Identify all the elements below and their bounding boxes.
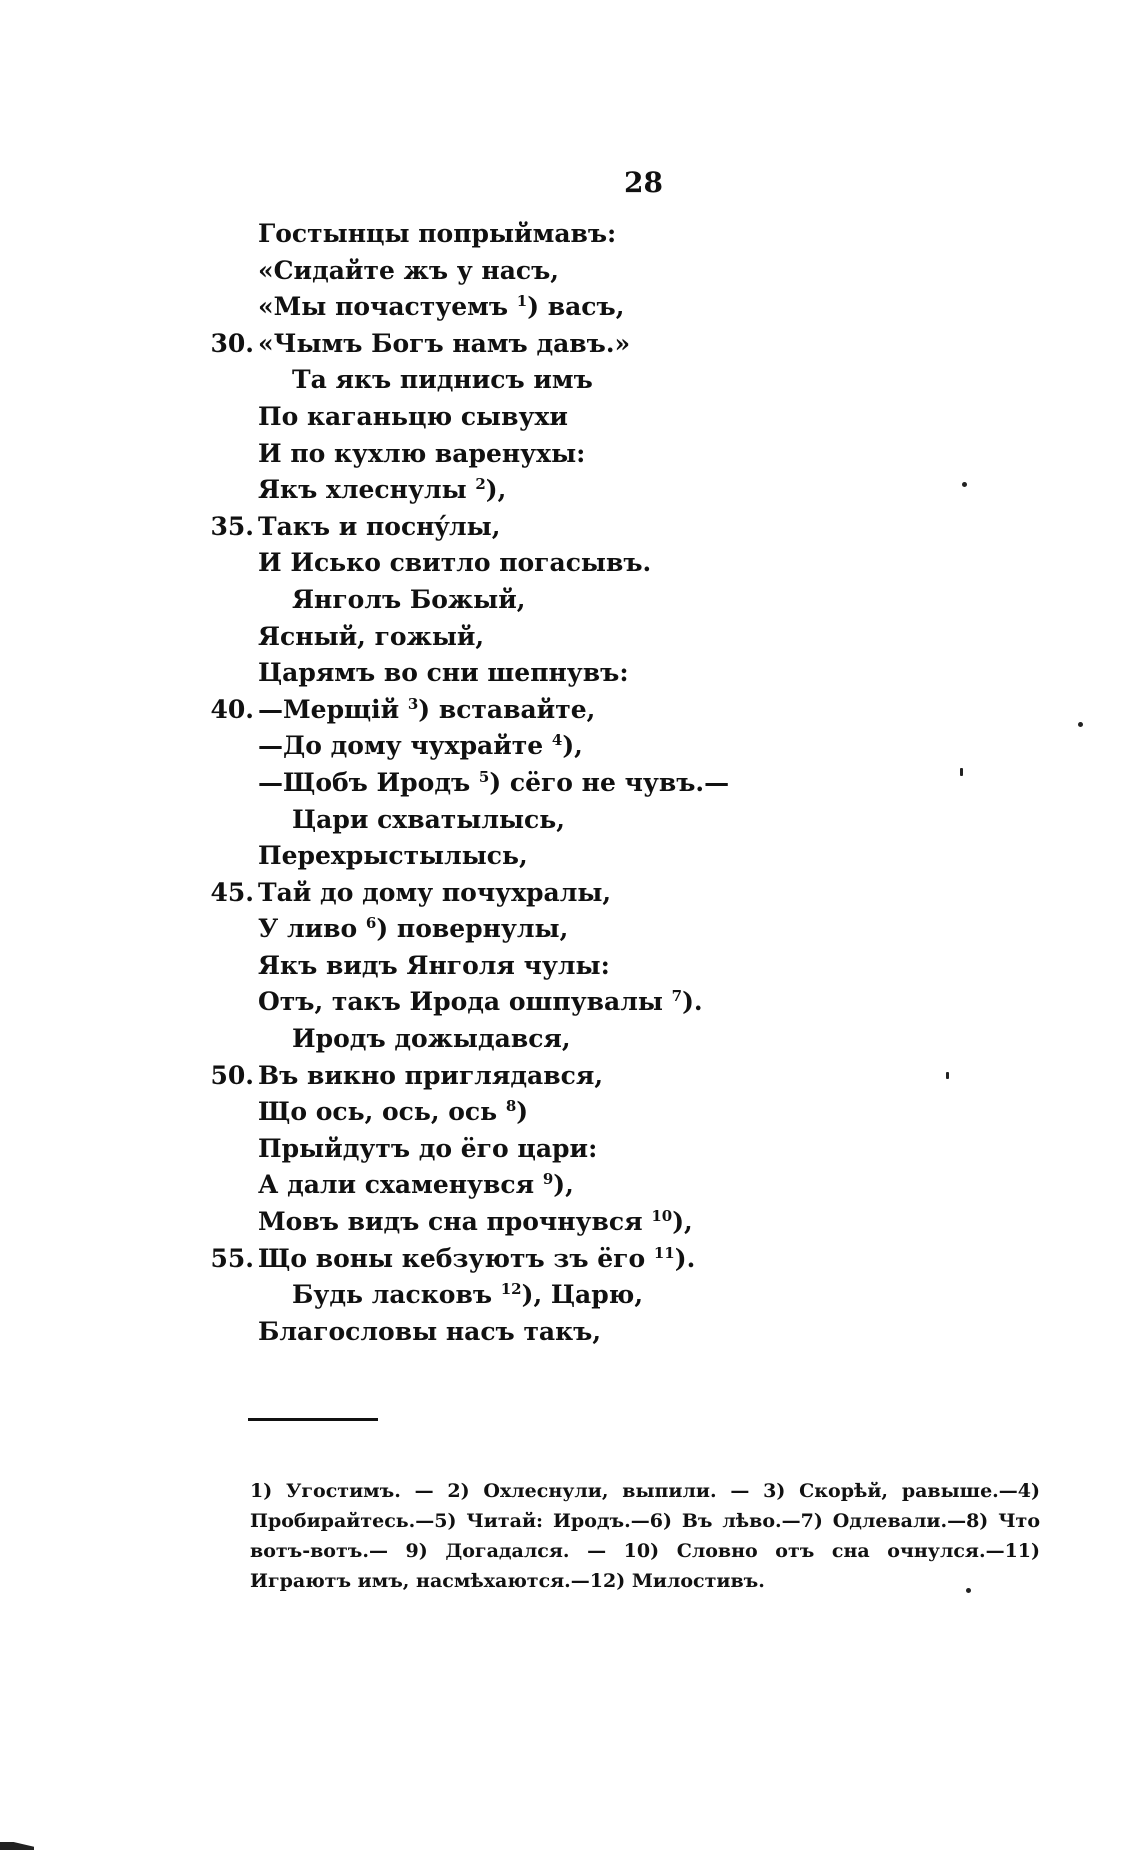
verse-line: [258, 1167, 978, 1204]
verse-text: Гостынцы попрыймавъ:: [258, 219, 617, 248]
footnote-marker: 2: [475, 475, 486, 494]
verse-text-tail: ) васъ,: [527, 292, 625, 322]
verse-line: [258, 289, 978, 326]
verse-line: [210, 1241, 978, 1278]
verse-text: Въ викно приглядався,: [258, 1060, 604, 1090]
verse-text: Якъ хлеснулы: [258, 475, 476, 505]
verse-text: Царямъ во сни шепнувъ:: [258, 658, 629, 688]
verse-text: По каганьцю сывухи: [258, 401, 568, 431]
footnote-marker: 8: [505, 1097, 517, 1116]
verse-text: И по кухлю варенухы:: [258, 438, 586, 468]
scan-speck: [966, 1588, 971, 1593]
verse-text: У ливо: [258, 914, 366, 944]
verse-line: [258, 655, 978, 692]
verse-line: [258, 216, 978, 253]
scan-speck: [960, 768, 963, 776]
verse-line: [258, 619, 978, 656]
verse-text: —Щобъ Иродъ: [258, 767, 479, 797]
verse-line: [258, 911, 978, 948]
scan-speck: [946, 1072, 949, 1079]
verse-text: «Чымъ Богъ намъ давъ.»: [258, 328, 631, 358]
line-number: 35.: [210, 511, 254, 541]
verse-text: Янголъ Божый,: [292, 584, 526, 614]
footnote-rule: [248, 1418, 378, 1421]
verse-line: [210, 692, 978, 729]
line-number: 50.: [210, 1060, 254, 1090]
verse-text-tail: ).: [682, 987, 703, 1017]
verse-text: Якъ видъ Янголя чулы:: [258, 950, 610, 980]
verse-line: [258, 765, 978, 802]
verse-text-tail: ) сёго не чувъ.—: [489, 767, 730, 797]
footnote-marker: 12: [500, 1280, 522, 1299]
verse-line: [258, 1204, 978, 1241]
verse-line: [258, 1277, 978, 1314]
footnote-marker: 6: [365, 914, 377, 933]
footnotes: 1) Угостимъ. — 2) Охлеснули, выпили. — 3) Скорѣй, равыше.—4) Пробирайтесь.—5) Читай: Иродъ.—6) Въ лѣво.—7) Одлевали.—8) Что вотъ-вотъ.— 9) Догадался. — 10) Словно отъ сна очнулся.—11) Играютъ имъ, насмѣхаются.—12) Милостивъ.: [250, 1480, 1040, 1592]
footnote-marker: 1: [516, 292, 528, 311]
footnote-marker: 5: [478, 767, 490, 786]
verse-text: «Мы почастуемъ: [258, 292, 517, 322]
verse-line: [258, 948, 978, 985]
verse-text: Такъ и поснýлы,: [258, 511, 501, 541]
verse-text-tail: ),: [485, 475, 507, 505]
verse-line: [258, 582, 978, 619]
verse-text-tail: ): [516, 1097, 529, 1127]
verse-line: [258, 728, 978, 765]
footnote-marker: 3: [407, 694, 419, 713]
verse-text: Иродъ дожыдався,: [292, 1024, 571, 1054]
verse-text: Ясный, гожый,: [258, 621, 485, 651]
verse-text: —До дому чухрайте: [258, 731, 552, 761]
verse-text: Прыйдутъ до ёго цари:: [258, 1133, 598, 1163]
verse-text: А дали схаменувся: [258, 1170, 543, 1200]
verse-text: Тай до дому почухралы,: [258, 877, 612, 907]
verse-text-tail: ) повернулы,: [376, 914, 569, 944]
verse-text: Благословы насъ такъ,: [258, 1316, 602, 1346]
verse-text: Перехрыстылысь,: [258, 841, 528, 871]
verse-text: Мовъ видъ сна прочнувся: [258, 1207, 652, 1237]
verse-line: [210, 1058, 978, 1095]
verse-line: [258, 984, 978, 1021]
verse-text: Цари схватылысь,: [292, 804, 565, 834]
verse-line: [210, 326, 978, 363]
verse-text: И Исько свитло погасывъ.: [258, 548, 652, 578]
verse-text: Що ось, ось, ось: [258, 1097, 506, 1127]
verse-line: [258, 1094, 978, 1131]
verse-line: [258, 472, 978, 509]
line-number: 40.: [210, 694, 254, 724]
scan-edge-mark: [0, 1842, 34, 1850]
verse-text: «Сидайте жъ у насъ,: [258, 255, 560, 285]
scan-speck: [962, 482, 967, 487]
footnote-marker: 11: [653, 1243, 675, 1262]
verse-line: [258, 545, 978, 582]
footnote-marker: 10: [651, 1207, 673, 1226]
verse-line: [258, 1131, 978, 1168]
verse-text-tail: ), Царю,: [521, 1280, 644, 1310]
line-number: 30.: [210, 328, 254, 358]
verse-line: [258, 253, 978, 290]
verse-line: [258, 399, 978, 436]
verse-text-tail: ).: [674, 1243, 696, 1273]
verse-line: [258, 802, 978, 839]
verse-text-tail: ),: [672, 1207, 693, 1237]
footnote-marker: 7: [671, 987, 683, 1006]
verse-text: Що воны кебзуютъ зъ ёго: [258, 1243, 654, 1273]
verse-text: Та якъ пиднисъ имъ: [292, 365, 593, 395]
line-number: 45.: [210, 877, 254, 907]
verse-line: [258, 838, 978, 875]
verse-line: [210, 875, 978, 912]
verse-line: [258, 1021, 978, 1058]
verse-text: Будь ласковъ: [292, 1280, 501, 1310]
verse-text-tail: ),: [562, 731, 583, 761]
footnote-marker: 4: [551, 731, 563, 750]
verse-line: [258, 362, 978, 399]
verse-line: [258, 436, 978, 473]
verse-text-tail: ) вставайте,: [418, 694, 596, 724]
verse-text: Отъ, такъ Ирода ошпувалы: [258, 987, 672, 1017]
scan-speck: [1078, 722, 1083, 727]
verse-block: [210, 216, 978, 1350]
line-number: 55.: [210, 1243, 254, 1273]
verse-text: —Мерщій: [258, 694, 408, 724]
page-number: 28: [624, 166, 663, 199]
verse-line: [258, 1314, 978, 1351]
footnote-marker: 9: [542, 1170, 554, 1189]
verse-text-tail: ),: [553, 1170, 574, 1200]
verse-line: [210, 509, 978, 546]
